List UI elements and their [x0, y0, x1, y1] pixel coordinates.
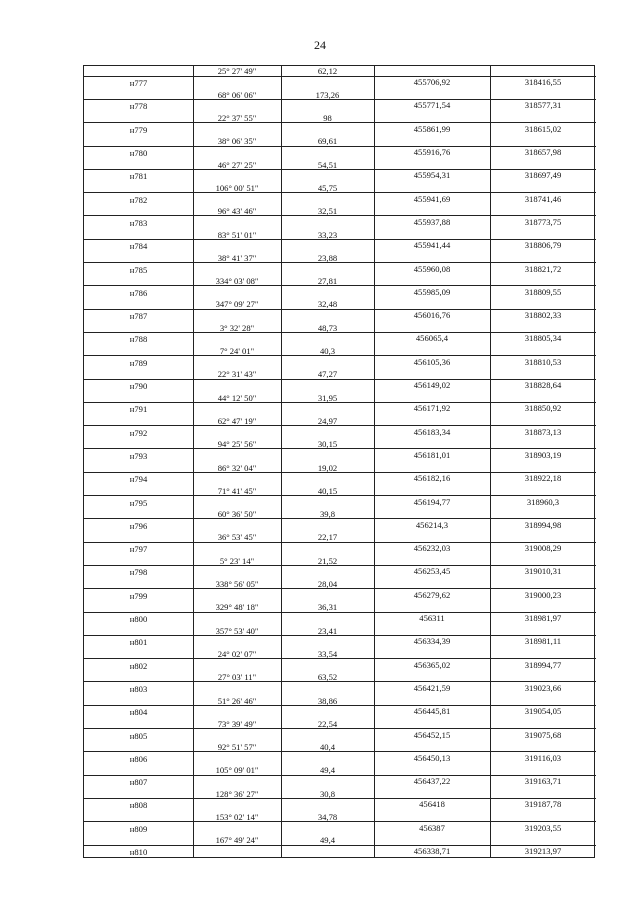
segment-distance: 98	[323, 113, 332, 123]
y-coordinate: 318994,77	[524, 659, 562, 670]
segment-distance: 27,81	[317, 276, 338, 287]
y-coordinate: 318615,02	[524, 123, 562, 134]
y-coordinate: 318657,98	[524, 147, 562, 157]
segment-distance: 32,48	[317, 299, 338, 310]
segment-distance: 47,27	[317, 369, 338, 380]
point-name: н803	[129, 683, 148, 694]
direction-angle: 62° 47' 19"	[217, 415, 257, 426]
x-coordinate: 456311	[419, 613, 445, 623]
segment-distance: 21,52	[317, 555, 338, 566]
direction-angle: 96° 43' 46"	[217, 206, 257, 217]
segment-distance: 36,31	[317, 602, 338, 613]
segment-distance: 39,8	[319, 509, 336, 520]
direction-angle: 3° 32' 28"	[219, 322, 255, 333]
point-name: н808	[129, 800, 148, 811]
y-coordinate: 318806,79	[524, 240, 562, 251]
x-coordinate: 456171,92	[413, 403, 451, 414]
x-coordinate: 456445,81	[413, 706, 451, 717]
direction-angle: 357° 53' 40"	[215, 625, 259, 636]
y-coordinate: 318809,55	[524, 286, 562, 297]
point-name: н782	[129, 194, 148, 205]
x-coordinate: 456214,3	[415, 519, 449, 530]
x-coordinate: 456418	[419, 799, 445, 810]
y-coordinate: 318981,97	[524, 613, 562, 623]
y-coordinate: 319008,29	[524, 543, 562, 554]
y-coordinate: 319203,55	[524, 822, 562, 833]
segment-distance: 32,51	[317, 206, 338, 217]
coordinates-table	[83, 65, 595, 858]
y-coordinate: 319116,03	[524, 752, 562, 763]
segment-distance: 22,17	[317, 532, 338, 543]
direction-angle: 22° 37' 55"	[217, 113, 257, 123]
direction-angle: 105° 09' 01"	[215, 765, 259, 776]
y-coordinate: 318873,13	[524, 426, 562, 437]
direction-angle: 27° 03' 11"	[217, 672, 257, 683]
point-name: н777	[129, 78, 148, 89]
direction-angle: 83° 51' 01"	[217, 229, 257, 240]
point-name: н791	[129, 404, 148, 415]
segment-distance: 48,73	[317, 322, 338, 333]
segment-distance: 62,12	[317, 66, 338, 77]
y-coordinate: 319000,23	[524, 589, 562, 600]
segment-distance: 173,26	[315, 89, 340, 100]
x-coordinate: 455916,76	[413, 147, 451, 157]
y-coordinate: 319213,97	[524, 846, 562, 856]
y-coordinate: 318577,31	[524, 100, 562, 111]
y-coordinate: 319187,78	[524, 799, 562, 810]
direction-angle: 51° 26' 46"	[217, 695, 257, 706]
segment-distance: 19,02	[317, 462, 338, 473]
x-coordinate: 456437,22	[413, 776, 451, 787]
point-name: н784	[129, 241, 148, 252]
direction-angle: 94° 25' 56"	[217, 439, 257, 450]
segment-distance: 28,04	[317, 579, 338, 589]
direction-angle: 36° 53' 45"	[217, 532, 257, 543]
direction-angle: 347° 09' 27"	[215, 299, 259, 310]
point-name: н781	[129, 171, 148, 182]
x-coordinate: 456334,39	[413, 636, 451, 647]
page-number: 24	[314, 38, 326, 52]
x-coordinate: 456253,45	[413, 566, 451, 577]
x-coordinate: 456183,34	[413, 426, 451, 437]
y-coordinate: 319054,05	[524, 706, 562, 717]
x-coordinate: 456149,02	[413, 380, 451, 390]
direction-angle: 7° 24' 01"	[219, 346, 255, 356]
direction-angle: 106° 00' 51"	[215, 182, 259, 193]
x-coordinate: 455941,69	[413, 193, 451, 204]
x-coordinate: 456450,13	[413, 752, 451, 763]
y-coordinate: 318821,72	[524, 263, 562, 274]
direction-angle: 167° 49' 24"	[215, 835, 259, 846]
y-coordinate: 318922,18	[524, 473, 562, 484]
segment-distance: 45,75	[317, 182, 338, 193]
point-name: н807	[129, 777, 148, 788]
point-name: н779	[129, 124, 148, 135]
x-coordinate: 456181,01	[413, 449, 451, 460]
point-name: н805	[129, 730, 148, 741]
direction-angle: 71° 41' 45"	[217, 485, 257, 496]
y-coordinate: 318805,34	[524, 333, 562, 344]
direction-angle: 24° 02' 07"	[217, 648, 257, 659]
x-coordinate: 456182,16	[413, 473, 451, 484]
segment-distance: 30,8	[319, 788, 336, 799]
segment-distance: 33,23	[317, 229, 338, 240]
point-name: н806	[129, 753, 148, 764]
segment-distance: 63,52	[317, 672, 338, 683]
segment-distance: 49,4	[319, 835, 336, 846]
point-name: н810	[129, 847, 148, 857]
point-name: н786	[129, 287, 148, 298]
x-coordinate: 456365,02	[413, 659, 451, 670]
point-name: н789	[129, 357, 148, 368]
x-coordinate: 456279,62	[413, 589, 451, 600]
x-coordinate: 456338,71	[413, 846, 451, 856]
x-coordinate: 456421,59	[413, 682, 451, 693]
direction-angle: 38° 41' 37"	[217, 252, 257, 263]
direction-angle: 5° 23' 14"	[219, 555, 255, 566]
point-name: н794	[129, 474, 148, 485]
point-name: н778	[129, 101, 148, 112]
point-name: н809	[129, 823, 148, 834]
point-name: н801	[129, 637, 148, 648]
y-coordinate: 319023,66	[524, 682, 562, 693]
x-coordinate: 455706,92	[413, 77, 451, 88]
direction-angle: 25° 27' 49"	[217, 66, 257, 77]
direction-angle: 38° 06' 35"	[217, 136, 257, 147]
segment-distance: 23,88	[317, 252, 338, 263]
x-coordinate: 456065,4	[415, 333, 449, 344]
x-coordinate: 456232,03	[413, 543, 451, 554]
y-coordinate: 318850,92	[524, 403, 562, 414]
direction-angle: 334° 03' 08"	[215, 276, 259, 287]
y-coordinate: 318903,19	[524, 449, 562, 460]
direction-angle: 22° 31' 43"	[217, 369, 257, 380]
y-coordinate: 319010,31	[524, 566, 562, 577]
segment-distance: 40,15	[317, 485, 338, 496]
point-name: н800	[129, 614, 148, 624]
segment-distance: 69,61	[317, 136, 338, 147]
y-coordinate: 318981,11	[524, 636, 562, 647]
segment-distance: 40,4	[319, 742, 336, 753]
x-coordinate: 456387	[419, 822, 445, 833]
point-name: н783	[129, 217, 148, 228]
point-name: н802	[129, 660, 148, 671]
x-coordinate: 455960,08	[413, 263, 451, 274]
x-coordinate: 456016,76	[413, 310, 451, 321]
y-coordinate: 318802,33	[524, 310, 562, 321]
segment-distance: 54,51	[317, 159, 338, 170]
point-name: н787	[129, 311, 148, 322]
segment-distance: 40,3	[319, 346, 336, 356]
x-coordinate: 455941,44	[413, 240, 451, 251]
direction-angle: 338° 56' 05"	[215, 579, 259, 589]
direction-angle: 329° 48' 18"	[215, 602, 259, 613]
x-coordinate: 455937,88	[413, 216, 451, 227]
point-name: н785	[129, 264, 148, 275]
direction-angle: 60° 36' 50"	[217, 509, 257, 520]
segment-distance: 30,15	[317, 439, 338, 450]
direction-angle: 153° 02' 14"	[215, 812, 259, 822]
point-name: н788	[129, 334, 148, 345]
x-coordinate: 455771,54	[413, 100, 451, 111]
segment-distance: 33,54	[317, 648, 338, 659]
direction-angle: 44° 12' 50"	[217, 392, 257, 403]
y-coordinate: 318741,46	[524, 193, 562, 204]
point-name: н798	[129, 567, 148, 578]
x-coordinate: 455954,31	[413, 170, 451, 181]
point-name: н799	[129, 590, 148, 601]
y-coordinate: 318773,75	[524, 216, 562, 227]
y-coordinate: 318416,55	[524, 77, 562, 88]
direction-angle: 46° 27' 25"	[217, 159, 257, 170]
segment-distance: 31,95	[317, 392, 338, 403]
segment-distance: 22,54	[317, 718, 338, 729]
segment-distance: 23,41	[317, 625, 338, 636]
direction-angle: 86° 32' 04"	[217, 462, 257, 473]
point-name: н797	[129, 544, 148, 555]
x-coordinate: 456452,15	[413, 729, 451, 740]
y-coordinate: 318960,3	[526, 496, 560, 507]
point-name: н795	[129, 497, 148, 508]
point-name: н793	[129, 450, 148, 461]
segment-distance: 34,78	[317, 812, 338, 822]
point-name: н780	[129, 148, 148, 158]
direction-angle: 73° 39' 49"	[217, 718, 257, 729]
y-coordinate: 318994,98	[524, 519, 562, 530]
x-coordinate: 455985,09	[413, 286, 451, 297]
point-name: н804	[129, 707, 148, 718]
x-coordinate: 456194,77	[413, 496, 451, 507]
direction-angle: 68° 06' 06"	[217, 89, 257, 100]
point-name: н792	[129, 427, 148, 438]
y-coordinate: 318828,64	[524, 380, 562, 390]
point-name: н790	[129, 381, 148, 391]
y-coordinate: 319163,71	[524, 776, 562, 787]
segment-distance: 49,4	[319, 765, 336, 776]
y-coordinate: 318697,49	[524, 170, 562, 181]
direction-angle: 128° 36' 27"	[215, 788, 259, 799]
y-coordinate: 318810,53	[524, 356, 562, 367]
x-coordinate: 456105,36	[413, 356, 451, 367]
x-coordinate: 455861,99	[413, 123, 451, 134]
y-coordinate: 319075,68	[524, 729, 562, 740]
direction-angle: 92° 51' 57"	[217, 742, 257, 753]
segment-distance: 38,86	[317, 695, 338, 706]
segment-distance: 24,97	[317, 415, 338, 426]
point-name: н796	[129, 520, 148, 531]
